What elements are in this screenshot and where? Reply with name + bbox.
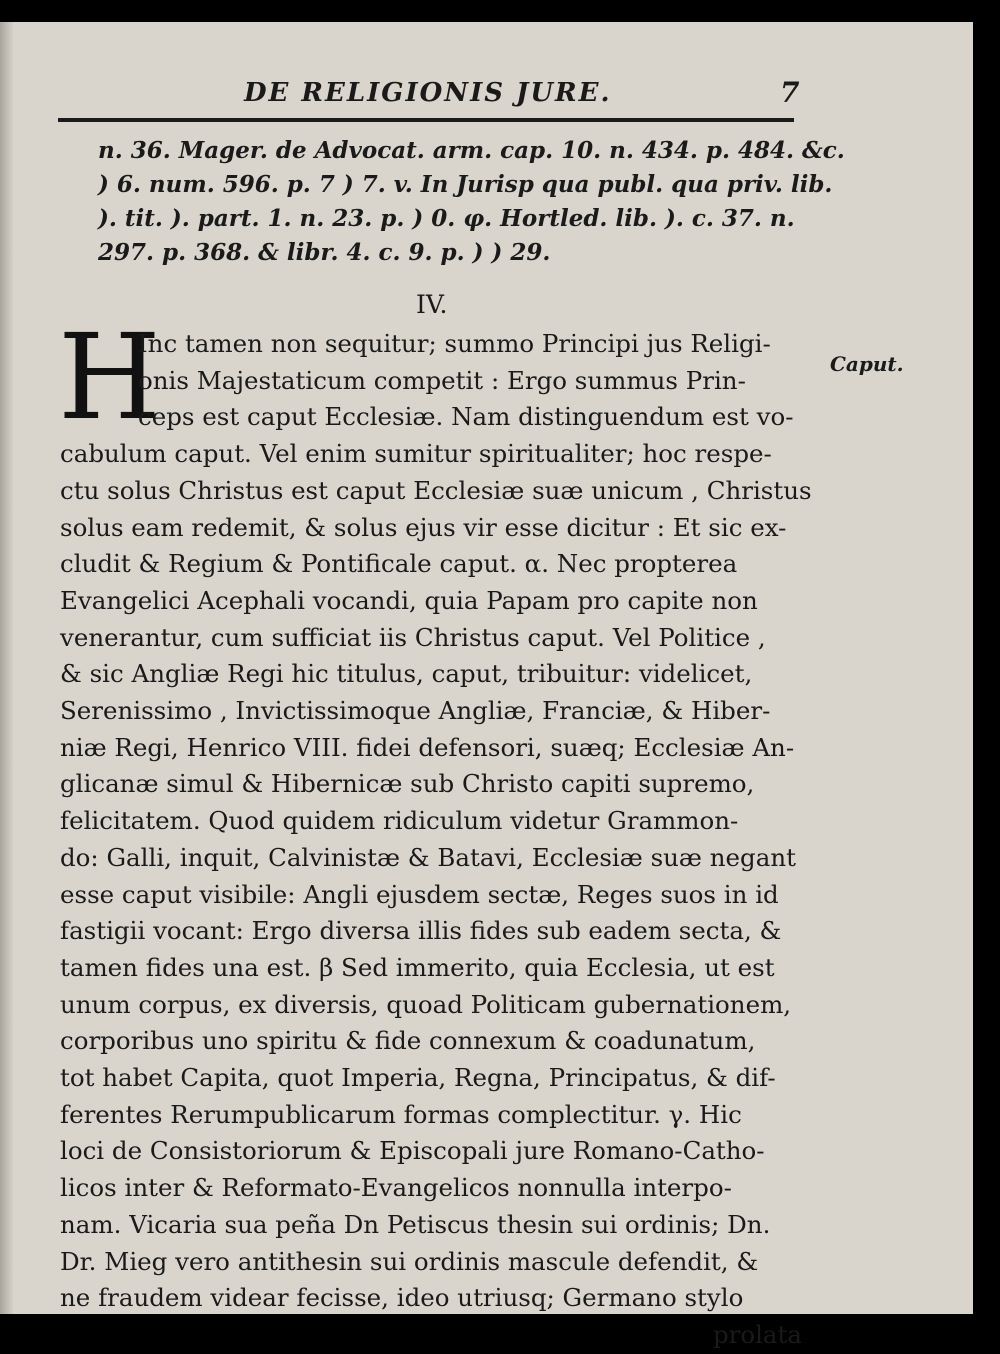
header-rule <box>58 118 794 122</box>
body-line: licos inter & Reformato-Evangelicos nonnulla interpo- <box>60 1173 732 1203</box>
body-line: fastigii vocant: Ergo diversa illis fides sub eadem secta, & <box>60 916 782 946</box>
footnote-line: ) 6. num. 596. p. 7 ) 7. v. In Jurisp qua publ. qua priv. lib. <box>98 171 833 198</box>
body-line: & sic Angliæ Regi hic titulus, caput, tribuitur: videlicet, <box>60 659 753 689</box>
page-edge-shadow <box>0 22 14 1314</box>
body-line: loci de Consistoriorum & Episcopali jure Romano-Catho- <box>60 1136 765 1166</box>
catchword: prolata <box>712 1319 802 1349</box>
body-line: ferentes Rerumpublicarum formas complectitur. γ. Hic <box>60 1099 742 1129</box>
book-page <box>0 22 973 1349</box>
body-line: solus eam redemit, & solus ejus vir esse dicitur : Et sic ex- <box>60 512 787 542</box>
body-text <box>60 326 812 1354</box>
footnote-block <box>98 134 845 270</box>
section-number: IV. <box>416 290 448 319</box>
body-line: felicitatem. Quod quidem ridiculum videtur Grammon- <box>60 806 739 836</box>
body-line: Inc tamen non sequitur; summo Principi jus Religi- <box>138 329 771 358</box>
body-line: glicanæ simul & Hibernicæ sub Christo capiti supremo, <box>60 769 755 799</box>
running-head: DE RELIGIONIS JURE. <box>244 78 612 108</box>
drop-cap: H <box>58 308 161 446</box>
body-line: tot habet Capita, quot Imperia, Regna, Principatus, & dif- <box>60 1063 776 1093</box>
body-line: ceps est caput Ecclesiæ. Nam distinguendum est vo- <box>138 402 794 432</box>
body-line: onis Majestaticum competit : Ergo summus Prin- <box>138 365 746 395</box>
footnote-line: ). tit. ). part. 1. n. 23. p. ) 0. φ. Hortled. lib. ). c. 37. n. <box>98 205 795 232</box>
body-line: ctu solus Christus est caput Ecclesiæ suæ unicum , Christus <box>60 475 812 505</box>
page-number: 7 <box>780 76 800 109</box>
body-line: Serenissimo , Invictissimoque Angliæ, Franciæ, & Hiber- <box>60 696 771 726</box>
body-line: venerantur, cum sufficiat iis Christus caput. Vel Politice , <box>60 622 766 652</box>
body-line: Evangelici Acephali vocandi, quia Papam pro capite non <box>60 585 758 615</box>
footnote-line: 297. p. 368. & libr. 4. c. 9. p. ) ) 29. <box>98 239 551 266</box>
body-line: do: Galli, inquit, Calvinistæ & Batavi, Ecclesiæ suæ negant <box>60 842 796 872</box>
body-line: cludit & Regium & Pontificale caput. α. Nec propterea <box>60 549 738 579</box>
body-line: niæ Regi, Henrico VIII. fidei defensori, suæq; Ecclesiæ An- <box>60 732 795 762</box>
body-line: cabulum caput. Vel enim sumitur spiritualiter; hoc respe- <box>60 439 772 469</box>
body-line: tamen fides una est. β Sed immerito, quia Ecclesia, ut est <box>60 952 775 982</box>
scan-border <box>973 0 1000 1333</box>
body-line: Dr. Mieg vero antithesin sui ordinis mascule defendit, & <box>60 1246 759 1276</box>
body-line: nam. Vicaria sua peña Dn Petiscus thesin sui ordinis; Dn. <box>60 1209 771 1239</box>
margin-note: Caput. <box>830 352 904 376</box>
footnote-line: n. 36. Mager. de Advocat. arm. cap. 10. n. 434. p. 484. &c. <box>98 137 845 164</box>
body-line: ne fraudem videar fecisse, ideo utriusq; Germano stylo <box>60 1283 744 1313</box>
body-line: corporibus uno spiritu & fide connexum & coadunatum, <box>60 1026 756 1056</box>
body-line: unum corpus, ex diversis, quoad Politicam gubernationem, <box>60 989 792 1019</box>
body-line: esse caput visibile: Angli ejusdem sectæ, Reges suos in id <box>60 879 779 909</box>
